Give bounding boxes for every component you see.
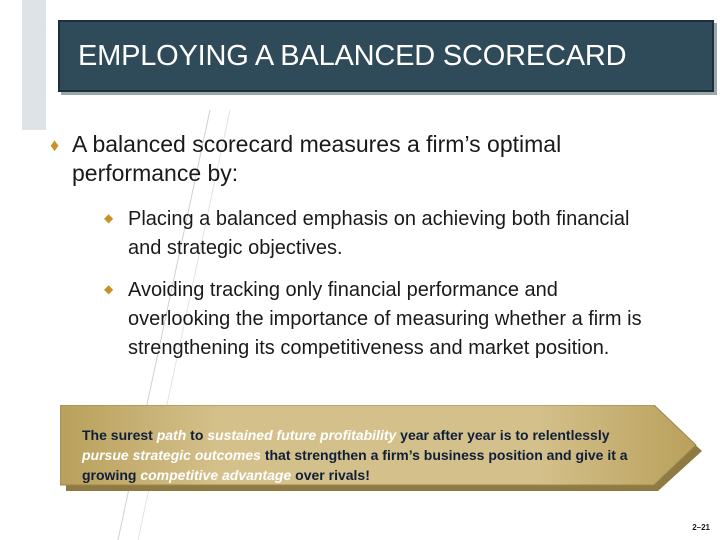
- decorative-panel: [22, 0, 46, 130]
- callout-text-part: to: [186, 427, 208, 443]
- title-bar: [58, 20, 714, 92]
- callout-highlight: competitive advantage: [140, 467, 292, 483]
- callout-text-part: The surest: [82, 427, 157, 443]
- sub-bullet-text: Placing a balanced emphasis on achieving both financial and strategic objectives.: [128, 208, 630, 259]
- slide-title: EMPLOYING A BALANCED SCORECARD: [78, 40, 627, 72]
- sub-bullet: [104, 276, 664, 363]
- main-bullet: [50, 130, 610, 188]
- diamond-bullet-icon: ◆: [104, 282, 114, 296]
- callout-text-part: that strengthen a firm’s business position and give it a growing: [82, 447, 628, 483]
- sub-bullet: [104, 205, 664, 263]
- diamond-bullet-icon: ♦: [50, 135, 60, 155]
- diamond-bullet-icon: ◆: [104, 211, 114, 225]
- callout-highlight: sustained future profitability: [207, 427, 397, 443]
- callout-text: [82, 425, 652, 485]
- sub-bullet-text: Avoiding tracking only financial performance and overlooking the importance of measuring whether a firm is strengthening its competitiveness and market position.: [128, 279, 642, 359]
- page-number: 2–21: [692, 523, 710, 532]
- callout-highlight: path: [156, 427, 187, 443]
- callout-arrow-box: [60, 405, 710, 497]
- callout-text-part: over rivals!: [291, 467, 370, 483]
- callout-text-part: year after year is to relentlessly: [396, 427, 610, 443]
- callout-highlight: pursue strategic outcomes: [82, 447, 261, 463]
- main-bullet-text: A balanced scorecard measures a firm’s optimal performance by:: [72, 131, 562, 186]
